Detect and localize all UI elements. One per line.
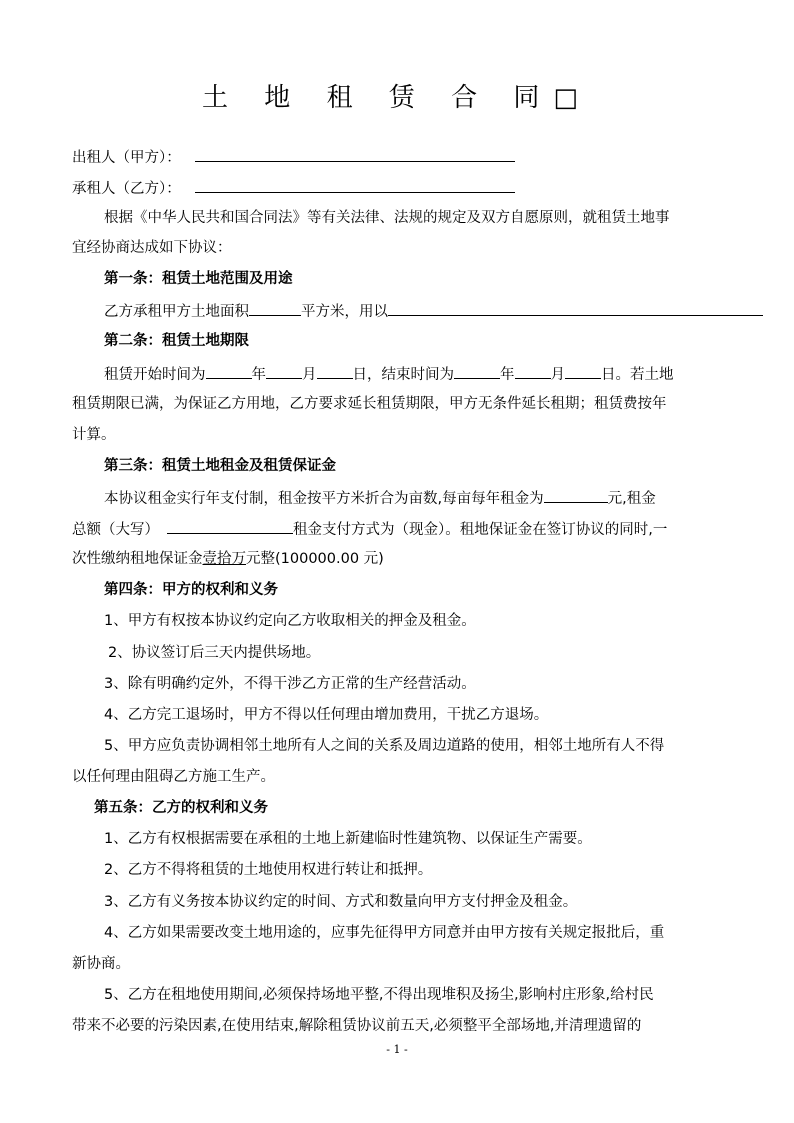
intro-line-1: 根据《中华人民共和国合同法》等有关法律、法规的规定及双方自愿原则，就租赁土地事 — [104, 210, 670, 226]
article-4-item-3: 3、除有明确约定外，不得干涉乙方正常的生产经营活动。 — [104, 676, 476, 692]
article-2-heading: 第二条：租赁土地期限 — [104, 333, 249, 349]
article-5-item-4-line-1: 4、乙方如果需要改变土地用途的，应事先征得甲方同意并由甲方按有关规定报批后，重 — [104, 925, 665, 941]
article-2-line-2: 租赁期限已满，为保证乙方用地，乙方要求延长租赁期限，甲方无条件延长租期；租赁费按年 — [72, 396, 667, 412]
use-blank — [388, 299, 763, 316]
end-year-label: 年 — [500, 367, 515, 383]
lessee-line — [72, 176, 515, 200]
rent-per-mu-blank — [544, 486, 608, 503]
article-2-line-1 — [104, 362, 674, 386]
start-year-label: 年 — [251, 367, 266, 383]
article-3-line-3 — [72, 548, 384, 570]
lessor-label: 出租人（甲方）： — [72, 150, 181, 166]
start-month-label: 月 — [302, 367, 317, 383]
article-1-text — [104, 299, 763, 323]
lessor-line — [72, 145, 515, 169]
article-3-line-2 — [72, 517, 667, 541]
article-3-line-1-a: 本协议租金实行年支付制，租金按平方米折合为亩数,每亩每年租金为 — [104, 491, 544, 507]
article-3-line-1-b: 元,租金 — [607, 491, 656, 507]
area-blank — [249, 299, 301, 316]
lessee-blank — [195, 176, 515, 193]
rent-total-blank — [167, 517, 293, 534]
article-2-line-3: 计算。 — [72, 427, 116, 443]
end-month-blank — [515, 362, 551, 379]
article-1-text-b: 平方米，用以 — [301, 304, 388, 320]
start-day-blank — [317, 362, 353, 379]
article-1-text-a: 乙方承租甲方土地面积 — [104, 304, 249, 320]
article-3-line-3-a: 次性缴纳租地保证金 — [72, 551, 203, 567]
article-3-line-3-b: 元整(100000.00 元) — [246, 551, 384, 567]
end-day-label: 日。若土地 — [601, 367, 674, 383]
article-4-item-1: 1、甲方有权按本协议约定向乙方收取相关的押金及租金。 — [104, 613, 476, 629]
lessor-blank — [195, 145, 515, 162]
article-3-heading: 第三条：租赁土地租金及租赁保证金 — [104, 458, 336, 474]
article-5-item-2: 2、乙方不得将租赁的土地使用权进行转让和抵押。 — [104, 862, 433, 878]
article-4-item-5-line-2: 以任何理由阻碍乙方施工生产。 — [72, 769, 275, 785]
end-year-blank — [454, 362, 500, 379]
article-4-item-2: 2、协议签订后三天内提供场地。 — [108, 645, 321, 661]
start-label: 租赁开始时间为 — [104, 367, 206, 383]
article-5-item-1: 1、乙方有权根据需要在承租的土地上新建临时性建筑物、以保证生产需要。 — [104, 831, 592, 847]
article-5-item-5-line-2: 带来不必要的污染因素,在使用结束,解除租赁协议前五天,必须整平全部场地,并清理遗留的 — [72, 1018, 642, 1034]
article-5-heading: 第五条：乙方的权利和义务 — [94, 800, 268, 816]
article-3-line-2-b: 租金支付方式为（现金）。租地保证金在签订协议的同时,一 — [293, 522, 668, 538]
article-5-item-3: 3、乙方有义务按本协议约定的时间、方式和数量向甲方支付押金及租金。 — [104, 894, 578, 910]
article-4-item-5-line-1: 5、甲方应负责协调相邻土地所有人之间的关系及周边道路的使用，相邻土地所有人不得 — [104, 738, 665, 754]
article-5-item-4-line-2: 新协商。 — [72, 956, 130, 972]
start-year-blank — [206, 362, 252, 379]
article-1-heading: 第一条：租赁土地范围及用途 — [104, 271, 293, 287]
deposit-amount-words: 壹拾万 — [202, 551, 246, 567]
article-4-item-4: 4、乙方完工退场时，甲方不得以任何理由增加费用，干扰乙方退场。 — [104, 707, 549, 723]
article-3-line-2-a: 总额（大写） — [72, 522, 159, 538]
article-4-heading: 第四条：甲方的权利和义务 — [104, 582, 278, 598]
start-month-blank — [266, 362, 302, 379]
end-day-blank — [565, 362, 601, 379]
page-number: - 1 - — [386, 1043, 408, 1056]
end-month-label: 月 — [550, 367, 565, 383]
intro-line-2: 宜经协商达成如下协议： — [72, 240, 232, 256]
article-3-line-1 — [104, 486, 656, 510]
article-5-item-5-line-1: 5、乙方在租地使用期间,必须保持场地平整,不得出现堆积及扬尘,影响村庄形象,给村民 — [104, 987, 654, 1003]
end-label: 日，结束时间为 — [352, 367, 454, 383]
lessee-label: 承租人（乙方）： — [72, 181, 181, 197]
document-title: 土 地 租 赁 合 同□ — [202, 83, 592, 113]
